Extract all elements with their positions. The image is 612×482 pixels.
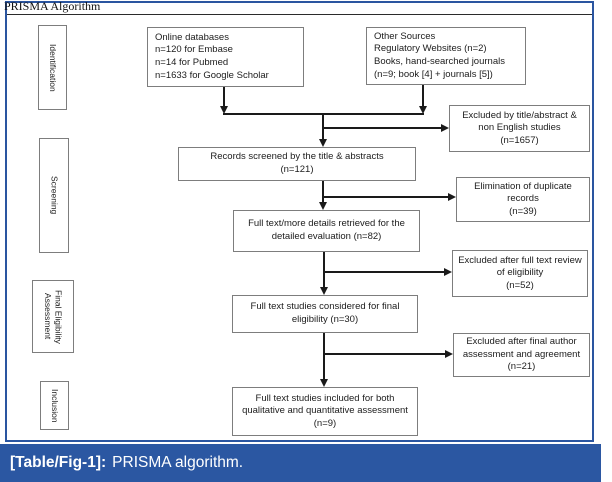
box-excluded-full-text: Excluded after full text review of eligibility (n=52) [452, 250, 588, 297]
caption-text: PRISMA algorithm. [112, 454, 244, 471]
stage-screening: Screening [39, 138, 69, 253]
stage-identification: Identification [38, 25, 67, 110]
box-records-screened: Records screened by the title & abstracts (n=121) [178, 147, 416, 181]
box-other-sources: Other Sources Regulatory Websites (n=2) Books, hand-searched journals (n=9; book [4] + journals [5]) [366, 27, 526, 85]
box-duplicate-elimination: Elimination of duplicate records (n=39) [456, 177, 590, 222]
figure-title: PRISMA Algorithm [4, 0, 101, 13]
box-considered-final: Full text studies considered for final eligibility (n=30) [232, 295, 418, 333]
box-included-final: Full text studies included for both qualitative and quantitative assessment (n=9) [232, 387, 418, 436]
stage-inclusion: Inclusion [40, 381, 69, 430]
caption-bar [0, 444, 601, 482]
box-online-databases: Online databases n=120 for Embase n=14 for Pubmed n=1633 for Google Scholar [147, 27, 304, 87]
stage-final-eligibility-assessment: Final Eligibility Assessment [32, 280, 74, 353]
box-excluded-author: Excluded after final author assessment and agreement (n=21) [453, 333, 590, 377]
box-excluded-title-abstract: Excluded by title/abstract & non English studies (n=1657) [449, 105, 590, 152]
box-full-text-retrieved: Full text/more details retrieved for the detailed evaluation (n=82) [233, 210, 420, 252]
caption-label: [Table/Fig-1]: [10, 454, 107, 471]
